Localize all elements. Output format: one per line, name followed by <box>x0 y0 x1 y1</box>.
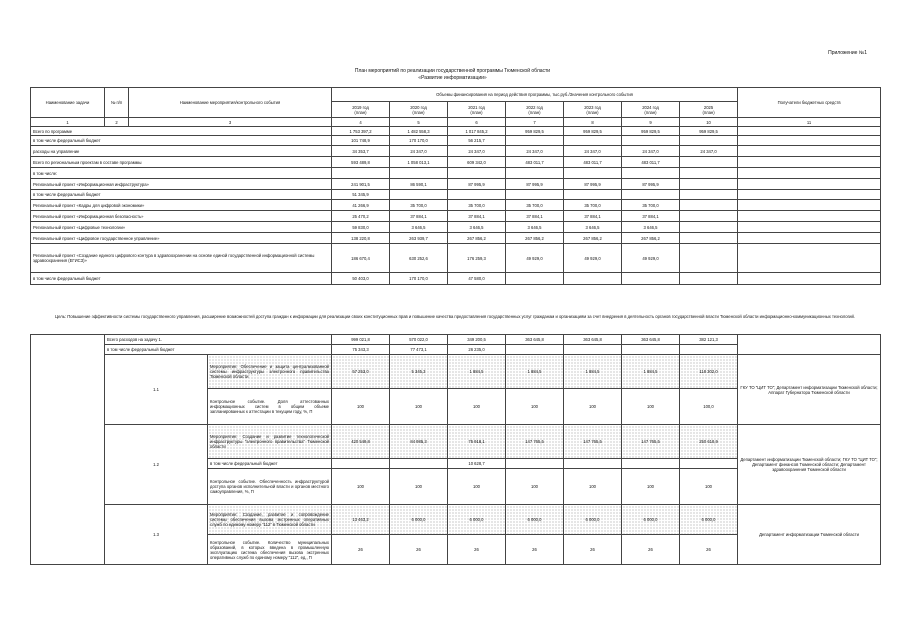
summary-value: 51 345,9 <box>332 190 390 200</box>
event-value: 84 985,3 <box>390 425 448 459</box>
event-row <box>31 355 881 389</box>
program-goal: Цель: Повышение эффективности системы государственного управления, расширение возможностей доступа граждан к информации для реализации своих конституционных прав и повышение качества предоставления государственных услуг гражданам и организациям за счет внедрения в деятельность органов государственной власти Тюменской области информационно-коммуникационных технологий. <box>55 314 855 319</box>
event-value: 250 618,9 <box>680 425 738 459</box>
event-value: 6 000,0 <box>506 505 564 535</box>
summary-value: 959 829,5 <box>680 127 738 136</box>
summary-recipient <box>738 233 881 244</box>
summary-recipient <box>738 146 881 157</box>
task-total-value <box>564 345 622 355</box>
header-year-cell <box>332 102 390 118</box>
control-value: 100 <box>564 389 622 425</box>
summary-value: 86 590,1 <box>390 179 448 190</box>
summary-recipient <box>738 190 881 200</box>
summary-value <box>680 273 738 285</box>
control-value: 100 <box>390 389 448 425</box>
control-value: 26 <box>448 535 506 565</box>
summary-value: 87 995,9 <box>448 179 506 190</box>
federal-value <box>390 459 448 469</box>
summary-value <box>448 190 506 200</box>
event-value: 1 884,5 <box>564 355 622 389</box>
task-total-value <box>680 345 738 355</box>
control-value: 100 <box>622 469 680 505</box>
summary-row <box>31 168 881 179</box>
header-year: 2019 год <box>352 104 369 110</box>
column-number: 2 <box>105 118 129 127</box>
summary-value: 170 170,0 <box>390 273 448 285</box>
summary-row <box>31 200 881 211</box>
summary-value <box>680 211 738 222</box>
column-number: 5 <box>390 118 448 127</box>
event-value: 5 345,3 <box>390 355 448 389</box>
summary-label: Региональный проект «Кадры для цифровой экономики» <box>31 200 332 211</box>
event-value: 6 000,0 <box>390 505 448 535</box>
summary-value: 170 170,0 <box>390 136 448 146</box>
summary-value <box>506 190 564 200</box>
document-title: План мероприятий по реализации государственной программы Тюменской области <box>354 68 551 74</box>
control-value: 26 <box>564 535 622 565</box>
summary-value: 241 901,5 <box>332 179 390 190</box>
summary-value: 37 884,1 <box>390 211 448 222</box>
summary-value: 24 347,0 <box>448 146 506 157</box>
summary-value: 1 482 558,3 <box>390 127 448 136</box>
summary-value: 24 347,0 <box>622 146 680 157</box>
summary-value: 56 215,7 <box>448 136 506 146</box>
summary-value: 267 856,2 <box>506 233 564 244</box>
task-total-value: 570 022,0 <box>390 335 448 345</box>
item-recipients: Департамент информатизации Тюменской области <box>738 505 881 565</box>
summary-value: 49 929,0 <box>564 244 622 273</box>
summary-row <box>31 179 881 190</box>
task-total-value: 999 021,8 <box>332 335 390 345</box>
federal-label: в том числе федеральный бюджет <box>208 459 332 469</box>
column-number: 8 <box>564 118 622 127</box>
federal-value <box>332 459 390 469</box>
event-value: 118 302,0 <box>680 355 738 389</box>
summary-value: 483 011,7 <box>506 157 564 168</box>
summary-value: 37 884,1 <box>506 211 564 222</box>
summary-value: 24 347,0 <box>506 146 564 157</box>
summary-value: 483 011,7 <box>622 157 680 168</box>
federal-value <box>564 459 622 469</box>
summary-label: в том числе федеральный бюджет <box>31 136 332 146</box>
header-year: 2022 год <box>526 104 543 110</box>
summary-row <box>31 127 881 136</box>
summary-value: 50 403,0 <box>332 273 390 285</box>
summary-label: расходы на управление <box>31 146 332 157</box>
task-total-value: 349 200,5 <box>448 335 506 345</box>
task-total-value: 26 235,0 <box>448 345 506 355</box>
summary-value: 609 342,0 <box>448 157 506 168</box>
event-value: 147 765,5 <box>506 425 564 459</box>
summary-row <box>31 157 881 168</box>
summary-value <box>680 233 738 244</box>
summary-value: 49 929,0 <box>622 244 680 273</box>
header-year: 2023 год <box>584 104 601 110</box>
summary-recipient <box>738 127 881 136</box>
event-row <box>31 505 881 535</box>
column-number: 3 <box>129 118 332 127</box>
summary-value: 59 830,0 <box>332 222 390 233</box>
summary-value: 47 580,0 <box>448 273 506 285</box>
item-number: 1.1 <box>105 355 208 425</box>
control-value: 100 <box>390 469 448 505</box>
summary-value: 1 017 845,2 <box>448 127 506 136</box>
summary-recipient <box>738 222 881 233</box>
event-value: 57 253,0 <box>332 355 390 389</box>
event-value: 13 463,2 <box>332 505 390 535</box>
summary-value: 41 266,9 <box>332 200 390 211</box>
header-year-cell <box>506 102 564 118</box>
summary-label: Региональный проект «Информационная инфраструктура» <box>31 179 332 190</box>
task1-table <box>30 334 881 565</box>
summary-value: 24 347,0 <box>680 146 738 157</box>
summary-value: 37 884,1 <box>622 211 680 222</box>
event-value: 1 884,5 <box>448 355 506 389</box>
header-year: 2024 год <box>642 104 659 110</box>
summary-value: 3 646,5 <box>506 222 564 233</box>
column-number: 10 <box>680 118 738 127</box>
summary-value <box>448 168 506 179</box>
summary-value: 3 646,5 <box>448 222 506 233</box>
header-num: № п/п <box>105 88 129 118</box>
summary-value <box>622 136 680 146</box>
header-recipients: Получатели бюджетных средств <box>738 88 881 118</box>
task-total-value: 363 645,8 <box>622 335 680 345</box>
summary-value: 34 353,7 <box>332 146 390 157</box>
summary-value: 49 929,0 <box>506 244 564 273</box>
summary-value <box>506 273 564 285</box>
item-recipients: ГКУ ТО "ЦИТ ТО"; Департамент информатизации Тюменской области; Аппарат Губернатора Тюменской области <box>738 355 881 425</box>
header-year-unit: (план) <box>470 109 483 115</box>
summary-label: Региональный проект «Создание единого цифрового контура в здравоохранении на основе единой государственной информационной системы здравоохранения (ЕГИСЗ)» <box>31 244 332 273</box>
header-task-name: Наименование задачи <box>31 88 105 118</box>
summary-value <box>622 190 680 200</box>
program-name: «Развитие информатизации» <box>418 75 487 81</box>
summary-value: 37 884,1 <box>564 211 622 222</box>
header-year: 2025 <box>703 104 714 110</box>
control-value: 26 <box>506 535 564 565</box>
summary-row <box>31 146 881 157</box>
task-total-label: Всего расходов на задачу 1. <box>105 335 332 345</box>
summary-value <box>506 136 564 146</box>
header-year-cell <box>680 102 738 118</box>
event-value: 6 000,0 <box>564 505 622 535</box>
header-financing: Объемы финансирования на период действия программы, тыс.руб./Значения контрольного события <box>332 88 738 102</box>
summary-label: Региональный проект «Цифровое государственное управление» <box>31 233 332 244</box>
summary-value <box>564 190 622 200</box>
task-total-value: 75 343,3 <box>332 345 390 355</box>
summary-recipient <box>738 136 881 146</box>
control-text: Контрольное событие. Количество муниципальных образований, в которых введена в промышленную эксплуатацию система обеспечения вызова экстренных оперативных служб по единому номеру "112", ед., П <box>208 535 332 565</box>
federal-value <box>680 459 738 469</box>
summary-value <box>564 136 622 146</box>
summary-value <box>622 273 680 285</box>
summary-row <box>31 136 881 146</box>
event-value: 6 000,0 <box>680 505 738 535</box>
event-value: 1 884,5 <box>622 355 680 389</box>
control-value: 100 <box>622 389 680 425</box>
header-year: 2020 год <box>410 104 427 110</box>
summary-row <box>31 273 881 285</box>
task-recipient-blank <box>738 335 881 355</box>
summary-recipient <box>738 273 881 285</box>
summary-value <box>564 168 622 179</box>
summary-value: 101 748,9 <box>332 136 390 146</box>
header-year-unit: (план) <box>702 109 715 115</box>
task-total-value: 363 645,8 <box>506 335 564 345</box>
summary-row <box>31 244 881 273</box>
summary-value: 87 995,9 <box>564 179 622 190</box>
summary-value <box>680 222 738 233</box>
control-value: 26 <box>332 535 390 565</box>
summary-label: Всего по региональным проектам в составе программы <box>31 157 332 168</box>
event-value: 6 000,0 <box>448 505 506 535</box>
control-value: 100 <box>448 469 506 505</box>
summary-recipient <box>738 200 881 211</box>
header-event-name: Наименование мероприятия/контрольного события <box>129 88 332 118</box>
summary-value <box>680 200 738 211</box>
control-text: Контрольное событие. Обеспеченность инфраструктурой доступа органов исполнительной власти и органов местного самоуправления, %, П <box>208 469 332 505</box>
summary-value: 35 700,0 <box>390 200 448 211</box>
summary-recipient <box>738 157 881 168</box>
summary-label: в том числе федеральный бюджет <box>31 190 332 200</box>
control-value: 26 <box>680 535 738 565</box>
summary-value: 3 646,5 <box>564 222 622 233</box>
summary-value <box>506 168 564 179</box>
summary-label: Региональный проект «Информационная безопасность» <box>31 211 332 222</box>
summary-value: 35 700,0 <box>448 200 506 211</box>
column-number: 6 <box>448 118 506 127</box>
header-year-cell <box>390 102 448 118</box>
header-year-unit: (план) <box>354 109 367 115</box>
summary-value: 483 011,7 <box>564 157 622 168</box>
header-year-cell <box>564 102 622 118</box>
federal-value <box>506 459 564 469</box>
summary-value: 959 829,5 <box>506 127 564 136</box>
summary-row <box>31 211 881 222</box>
task-total-value: 382 121,3 <box>680 335 738 345</box>
summary-value: 267 856,2 <box>622 233 680 244</box>
summary-value: 176 259,3 <box>448 244 506 273</box>
header-year-unit: (план) <box>528 109 541 115</box>
summary-row <box>31 190 881 200</box>
summary-value: 263 939,7 <box>390 233 448 244</box>
summary-value <box>390 168 448 179</box>
summary-value <box>680 157 738 168</box>
summary-value: 24 347,0 <box>390 146 448 157</box>
summary-recipient <box>738 211 881 222</box>
summary-value <box>564 273 622 285</box>
summary-value: 35 700,0 <box>622 200 680 211</box>
column-number: 11 <box>738 118 881 127</box>
summary-row <box>31 222 881 233</box>
task-total-row <box>31 335 881 345</box>
summary-value: 87 995,9 <box>506 179 564 190</box>
summary-value <box>680 244 738 273</box>
summary-label: Региональный проект «Цифровые технологии» <box>31 222 332 233</box>
summary-label: в том числе федеральный бюджет <box>31 273 332 285</box>
summary-value: 35 700,0 <box>506 200 564 211</box>
summary-value: 24 347,0 <box>564 146 622 157</box>
header-year-cell <box>622 102 680 118</box>
summary-value <box>332 168 390 179</box>
control-value: 100 <box>506 469 564 505</box>
event-text: Мероприятие: Обеспечение и защита централизованной системы инфраструктуры электронного правительства Тюменской области <box>208 355 332 389</box>
header-year-unit: (план) <box>412 109 425 115</box>
control-value: 100 <box>680 469 738 505</box>
task-total-value <box>506 345 564 355</box>
summary-label: Всего по программе <box>31 127 332 136</box>
summary-value: 35 700,0 <box>564 200 622 211</box>
summary-value <box>680 179 738 190</box>
event-value: 147 765,5 <box>622 425 680 459</box>
summary-value: 25 470,2 <box>332 211 390 222</box>
summary-value: 267 856,2 <box>564 233 622 244</box>
federal-value <box>622 459 680 469</box>
control-text: Контрольное событие. Доля аттестованных информационных систем в общем объеме запланированных к аттестации в текущем году, %, П <box>208 389 332 425</box>
task-total-value: 77 473,1 <box>390 345 448 355</box>
event-value: 75 918,1 <box>448 425 506 459</box>
task-total-label: в том числе федеральный бюджет <box>105 345 332 355</box>
item-recipients: Департамент информатизации Тюменской области; ГКУ ТО "ЦИТ ТО"; Департамент финансов Тюменской области; Департамент здравоохранения Тюменской области <box>738 425 881 505</box>
event-text: Мероприятие: Создание, развитие и сопровождение системы обеспечения вызова экстренных оперативных служб по единому номеру "112" в Тюменской области <box>208 505 332 535</box>
summary-value <box>680 168 738 179</box>
summary-value: 186 670,4 <box>332 244 390 273</box>
event-value: 147 765,5 <box>564 425 622 459</box>
event-row <box>31 425 881 459</box>
control-value: 100 <box>564 469 622 505</box>
summary-value: 3 646,5 <box>390 222 448 233</box>
federal-value: 10 628,7 <box>448 459 506 469</box>
header-year-unit: (план) <box>586 109 599 115</box>
control-value: 100 <box>506 389 564 425</box>
task-name-cell <box>31 335 105 565</box>
summary-value: 959 829,5 <box>564 127 622 136</box>
summary-value: 87 995,9 <box>622 179 680 190</box>
header-year-cell <box>448 102 506 118</box>
summary-value <box>680 136 738 146</box>
summary-value: 37 884,1 <box>448 211 506 222</box>
summary-value: 1 753 397,2 <box>332 127 390 136</box>
summary-value <box>680 190 738 200</box>
control-value: 100 <box>332 469 390 505</box>
control-value: 100 <box>448 389 506 425</box>
header-year: 2021 год <box>468 104 485 110</box>
summary-value: 630 252,6 <box>390 244 448 273</box>
summary-value: 959 829,5 <box>622 127 680 136</box>
control-value: 26 <box>390 535 448 565</box>
task-total-value: 363 645,8 <box>564 335 622 345</box>
summary-value: 138 220,8 <box>332 233 390 244</box>
summary-recipient <box>738 244 881 273</box>
event-value: 1 884,5 <box>506 355 564 389</box>
header-year-unit: (план) <box>644 109 657 115</box>
control-value: 26 <box>622 535 680 565</box>
event-text: Мероприятие: Создание и развитие технологической инфраструктуры "электронного правительства" Тюменской области <box>208 425 332 459</box>
event-value: 420 549,8 <box>332 425 390 459</box>
financing-summary-table <box>30 87 881 285</box>
summary-value: 3 646,5 <box>622 222 680 233</box>
summary-label: в том числе: <box>31 168 332 179</box>
control-value: 100 <box>332 389 390 425</box>
summary-value: 267 856,2 <box>448 233 506 244</box>
task-total-value <box>622 345 680 355</box>
event-value: 6 000,0 <box>622 505 680 535</box>
column-number: 4 <box>332 118 390 127</box>
appendix-label: Приложение №1 <box>828 50 867 56</box>
column-number: 7 <box>506 118 564 127</box>
summary-value <box>390 190 448 200</box>
summary-value: 593 489,8 <box>332 157 390 168</box>
summary-row <box>31 233 881 244</box>
control-value: 100,0 <box>680 389 738 425</box>
column-number: 9 <box>622 118 680 127</box>
summary-recipient <box>738 168 881 179</box>
column-number: 1 <box>31 118 105 127</box>
summary-recipient <box>738 179 881 190</box>
item-number: 1.2 <box>105 425 208 505</box>
item-number: 1.3 <box>105 505 208 565</box>
summary-value: 1 058 013,1 <box>390 157 448 168</box>
summary-value <box>622 168 680 179</box>
